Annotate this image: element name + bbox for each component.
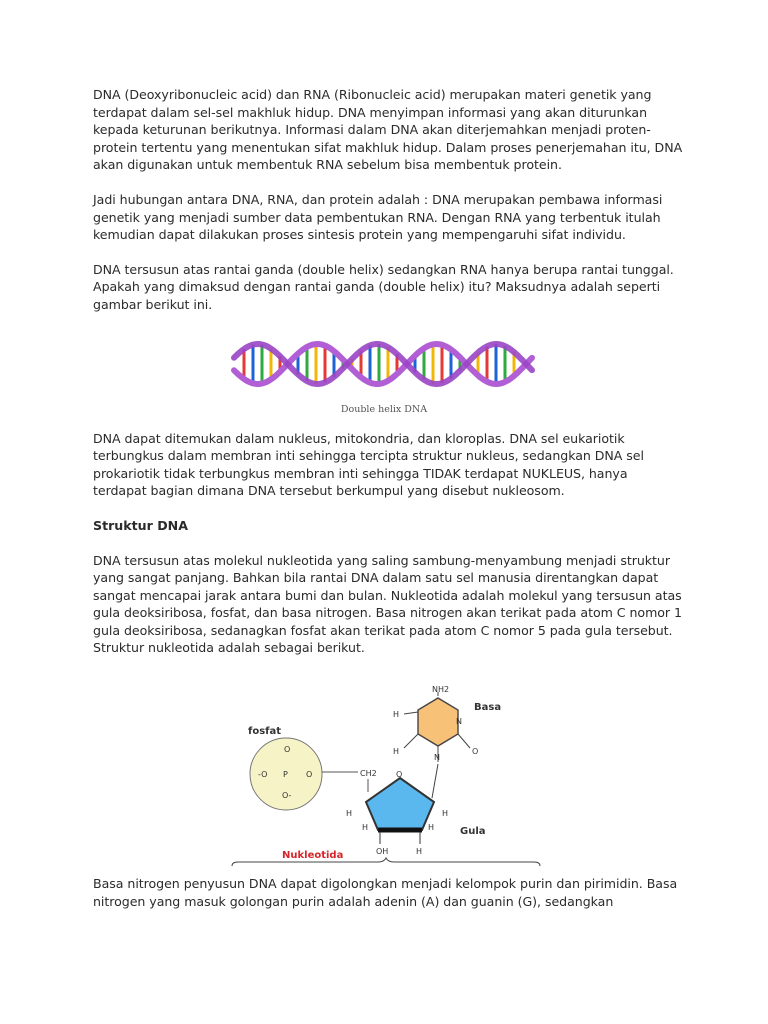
double-helix-image (228, 336, 538, 392)
paragraph-location: DNA dapat ditemukan dalam nukleus, mitokondria, dan kloroplas. DNA sel eukariotik terbungkus dalam membran inti sehingga tercipta struktur nukleus, sedangkan DNA sel prokariotik tidak terbungkus membran inti sehingga TIDAK terdapat NUKLEUS, hanya terdapat bagian dimana DNA tersebut berkumpul yang disebut nukleosom. (93, 430, 644, 499)
svg-text:OH: OH (376, 847, 389, 856)
svg-text:-O: -O (258, 770, 268, 779)
svg-text:CH2: CH2 (360, 769, 377, 778)
label-gula: Gula (460, 826, 486, 837)
svg-text:H: H (416, 847, 423, 856)
svg-text:O-: O- (282, 791, 292, 800)
svg-text:O: O (306, 770, 313, 779)
svg-text:H: H (428, 823, 435, 832)
paragraph-purine: Basa nitrogen penyusun DNA dapat digolongkan menjadi kelompok purin dan pirimidin. Basa nitrogen yang masuk golongan purin adalah adenin (A) dan guanin (G), sedangkan (93, 876, 678, 909)
label-basa: Basa (474, 702, 502, 713)
sugar-pentagon (366, 778, 434, 830)
paragraph-double-helix: DNA tersusun atas rantai ganda (double helix) sedangkan RNA hanya berupa rantai tunggal. Apakah yang dimaksud dengan rantai ganda (double helix) itu? Maksudnya adalah seperti gambar berikut ini. (93, 261, 674, 312)
svg-text:N: N (434, 753, 440, 762)
svg-text:N: N (456, 717, 462, 726)
label-fosfat: fosfat (248, 726, 282, 737)
figure-caption-double-helix: Double helix DNA (340, 404, 428, 415)
base-hexagon (418, 698, 458, 746)
svg-text:P: P (283, 770, 288, 779)
svg-text:O: O (472, 747, 479, 756)
svg-text:H: H (442, 809, 449, 818)
paragraph-relationship: Jadi hubungan antara DNA, RNA, dan protein adalah : DNA merupakan pembawa informasi genetik yang menjadi sumber data pembentukan RNA. Dengan RNA yang terbentuk itulah kemudian dapat dilakukan proses sintesis protein yang mempengaruhi sifat individu. (93, 191, 663, 243)
section-heading-struktur-dna: Struktur DNA (93, 517, 188, 533)
paragraph-nucleotide: DNA tersusun atas molekul nukleotida yang saling sambung-menyambung menjadi struktur yang sangat panjang. Bahkan bila rantai DNA dalam satu sel manusia direntangkan dapat sangat mencapai jarak antara bumi dan bulan. Nukleotida adalah molekul yang tersusun atas gula deoksiribosa, fosfat, dan basa nitrogen. Basa nitrogen akan terikat pada atom C nomor 1 gula deoksiribosa, sedanagkan fosfat akan terikat pada atom C nomor 5 pada gula tersebut. Struktur nukleotida adalah sebagai berikut. (93, 552, 682, 656)
paragraph-intro: DNA (Deoxyribonucleic acid) dan RNA (Ribonucleic acid) merupakan materi genetik yang terdapat dalam sel-sel makhluk hidup. DNA menyimpan informasi yang akan diturunkan kepada keturunan berikutnya. Informasi dalam DNA akan diterjemahkan menjadi proten-protein tertentu yang menentukan sifat makhluk hidup. Dalam proses penerjemahan itu, DNA akan digunakan untuk membentuk RNA sebelum bisa membentuk protein. (93, 87, 683, 173)
svg-text:H: H (393, 747, 400, 756)
svg-text:H: H (346, 809, 353, 818)
nucleotide-structure-image (228, 682, 542, 874)
svg-text:H: H (362, 823, 369, 832)
svg-text:NH2: NH2 (432, 685, 450, 694)
svg-text:O: O (284, 745, 291, 754)
svg-text:H: H (393, 710, 400, 719)
svg-text:O: O (396, 770, 403, 779)
label-nukleotida: Nukleotida (282, 850, 344, 861)
